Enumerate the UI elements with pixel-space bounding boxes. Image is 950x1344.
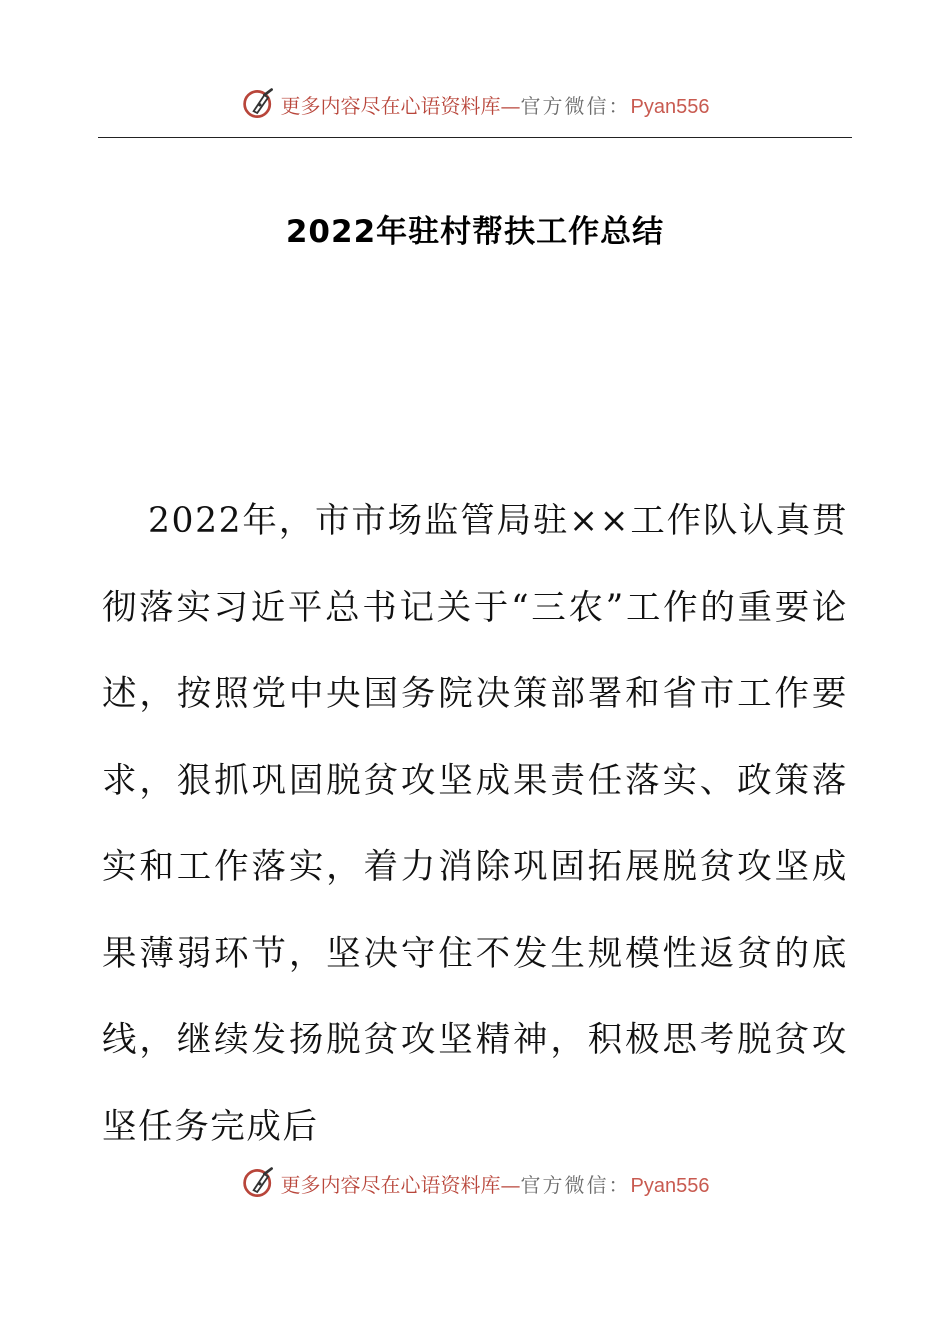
header-banner [0, 84, 950, 124]
wechat-id: Pyan556 [630, 1174, 710, 1197]
banner-dash: — [500, 1172, 521, 1197]
banner-dash: — [500, 93, 521, 118]
pen-nib-circle-icon [241, 86, 277, 122]
official-text: 官方微信： [520, 93, 631, 118]
page-title: 2022年驻村帮扶工作总结 [285, 214, 665, 250]
site-text: 更多内容尽在心语资料库 [280, 1172, 501, 1197]
official-text: 官方微信： [520, 1172, 631, 1197]
footer-banner [0, 1163, 950, 1203]
wechat-id: Pyan556 [630, 95, 710, 118]
pen-nib-circle-icon [241, 1165, 277, 1201]
body-paragraph: 2022年，市市场监管局驻××工作队认真贯彻落实习近平总书记关于“三农”工作的重要论述，按照党中央国务院决策部署和省市工作要求，狠抓巩固脱贫攻坚成果责任落实、政策落实和工作落实，着力消除巩固拓展脱贫攻坚成果薄弱环节，坚决守住不发生规模性返贫的底线，继续发扬脱贫攻坚精神，积极思考脱贫攻坚任务完成后 [102, 501, 848, 1147]
banner-text [281, 1169, 710, 1198]
banner-text [281, 90, 710, 119]
site-text: 更多内容尽在心语资料库 [280, 93, 501, 118]
header-divider [98, 137, 852, 138]
